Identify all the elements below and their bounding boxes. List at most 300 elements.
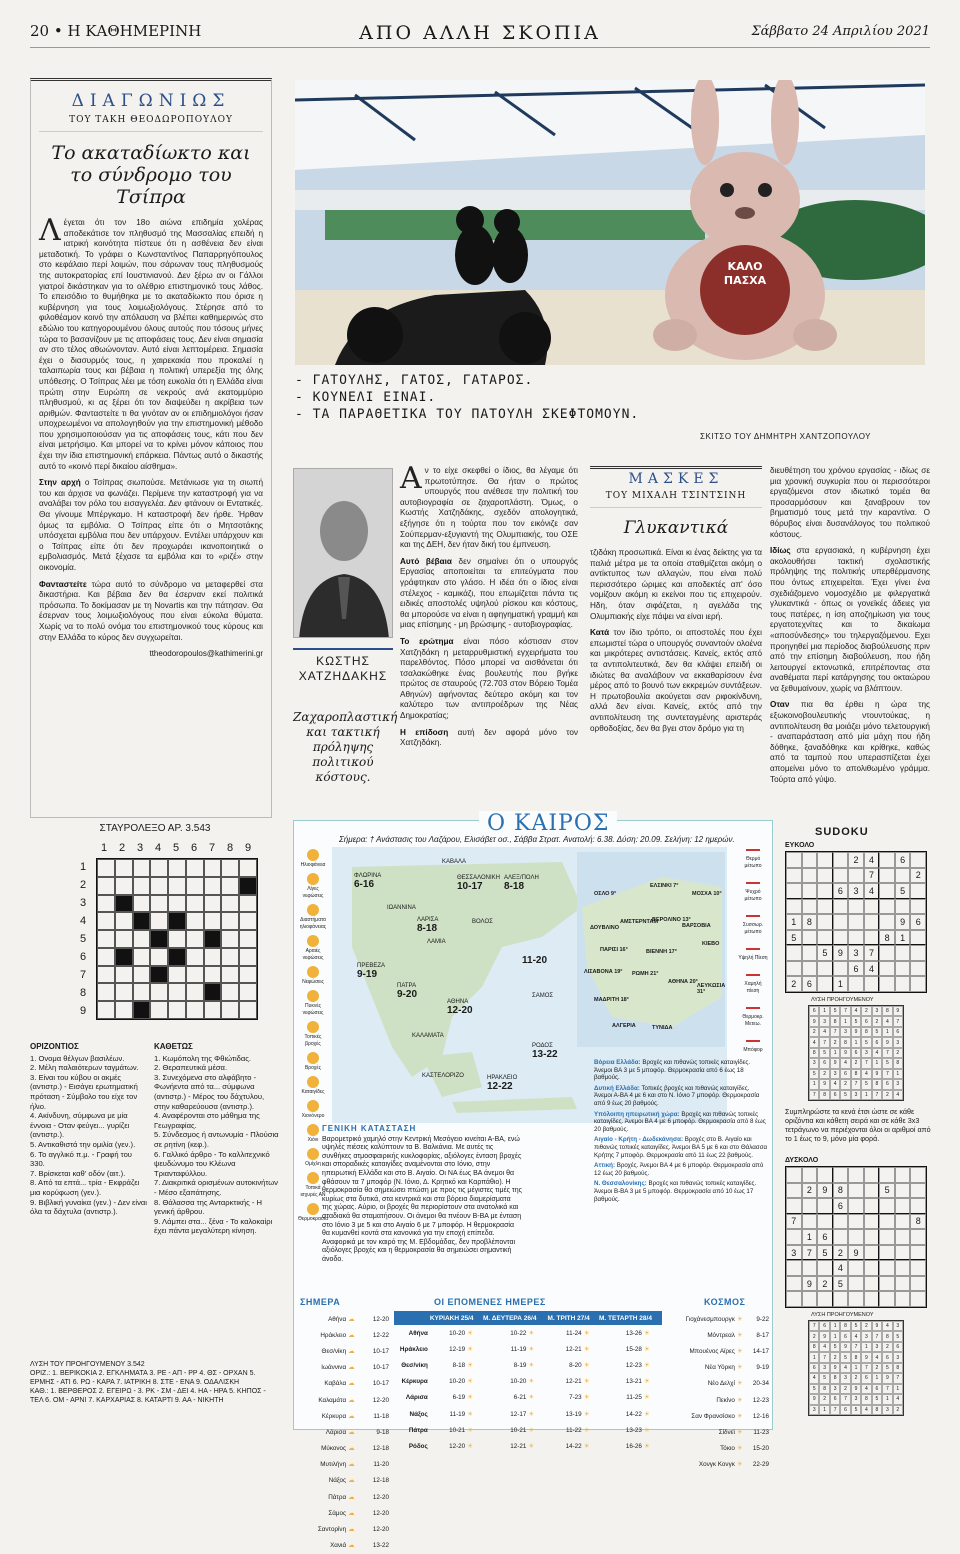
- crossword-cell[interactable]: [239, 912, 257, 930]
- sudoku-cell[interactable]: 3: [848, 883, 864, 899]
- sudoku-cell[interactable]: [817, 961, 833, 977]
- sudoku-cell[interactable]: 9: [802, 1276, 818, 1292]
- sudoku-cell[interactable]: [864, 1291, 880, 1307]
- city-name: Ρόδος: [408, 1442, 428, 1450]
- sudoku-cell[interactable]: [895, 1198, 911, 1214]
- crossword-cell[interactable]: [97, 877, 115, 895]
- column-title: Το ακαταδίωκτο και το σύνδρομο του Τσίπρα: [51, 142, 251, 208]
- sudoku-cell[interactable]: 5: [833, 1276, 849, 1292]
- sudoku-cell[interactable]: [817, 883, 833, 899]
- author-email[interactable]: ttheodoropoulos@kathimerini.gr: [149, 649, 263, 659]
- city-name: ΗΡΑΚΛΕΙΟ: [487, 1075, 518, 1081]
- sudoku-cell[interactable]: 1: [833, 976, 849, 992]
- crossword-cell[interactable]: [239, 1001, 257, 1019]
- sudoku-cell[interactable]: [864, 976, 880, 992]
- sudoku-cell[interactable]: 9: [895, 914, 911, 930]
- sudoku-cell[interactable]: [879, 1198, 895, 1214]
- sudoku-cell[interactable]: [910, 1229, 926, 1245]
- sudoku-cell[interactable]: [786, 852, 802, 868]
- crossword-cell[interactable]: [133, 859, 151, 877]
- city-name: ΡΟΔΟΣ: [532, 1043, 553, 1049]
- sudoku-cell[interactable]: [879, 1229, 895, 1245]
- solution-cell: 7: [893, 1373, 903, 1383]
- sudoku-cell[interactable]: [848, 1276, 864, 1292]
- sudoku-cell[interactable]: [802, 852, 818, 868]
- sudoku-cell[interactable]: [864, 930, 880, 946]
- sudoku-cell[interactable]: [848, 914, 864, 930]
- crossword-grid[interactable]: [96, 858, 258, 1020]
- sudoku-cell[interactable]: [895, 1214, 911, 1230]
- weather-icon: ☀: [736, 1428, 743, 1436]
- solution-cell: 7: [882, 1384, 892, 1394]
- sudoku-cell[interactable]: [848, 1167, 864, 1183]
- solution-cell: 2: [893, 1405, 903, 1415]
- sudoku-cell[interactable]: [910, 1167, 926, 1183]
- sudoku-cell[interactable]: 8: [910, 1214, 926, 1230]
- sudoku-cell[interactable]: [910, 1183, 926, 1199]
- crossword-cell[interactable]: [168, 983, 186, 1001]
- sudoku-cell[interactable]: [879, 914, 895, 930]
- sudoku-cell[interactable]: [895, 868, 911, 884]
- crossword-cell[interactable]: [133, 983, 151, 1001]
- sudoku-cell[interactable]: [802, 1291, 818, 1307]
- solution-cell: 7: [882, 1048, 892, 1058]
- city-name: Νάξος: [328, 1477, 347, 1485]
- sudoku-cell[interactable]: 3: [848, 945, 864, 961]
- sudoku-cell[interactable]: [879, 899, 895, 915]
- temp-range: 11-22: [566, 1426, 582, 1434]
- sudoku-cell[interactable]: [786, 1183, 802, 1199]
- sudoku-cell[interactable]: [895, 1260, 911, 1276]
- crossword-cell[interactable]: [168, 895, 186, 913]
- region-forecast: [594, 1180, 769, 1203]
- sudoku-cell[interactable]: [864, 1214, 880, 1230]
- crossword-cell[interactable]: [204, 859, 222, 877]
- sudoku-cell[interactable]: [848, 976, 864, 992]
- sudoku-cell[interactable]: 1: [895, 930, 911, 946]
- sudoku-cell[interactable]: [848, 1260, 864, 1276]
- weather-icon: ☀: [467, 1410, 473, 1418]
- crossword-cell[interactable]: [186, 948, 204, 966]
- sudoku-cell[interactable]: 7: [864, 945, 880, 961]
- sudoku-cell[interactable]: [833, 899, 849, 915]
- region-name: Δυτική Ελλάδα:: [594, 1084, 640, 1092]
- sudoku-cell[interactable]: [833, 1229, 849, 1245]
- crossword-cell[interactable]: [239, 930, 257, 948]
- sudoku-cell[interactable]: 1: [802, 1229, 818, 1245]
- sudoku-cell[interactable]: [910, 976, 926, 992]
- crossword-cell[interactable]: [97, 948, 115, 966]
- sudoku-cell[interactable]: [786, 1276, 802, 1292]
- sudoku-cell[interactable]: [786, 1229, 802, 1245]
- sudoku-cell[interactable]: [817, 1214, 833, 1230]
- crossword-cell[interactable]: [168, 859, 186, 877]
- crossword-cell[interactable]: [186, 912, 204, 930]
- sudoku-cell[interactable]: [864, 914, 880, 930]
- sudoku-cell[interactable]: 8: [802, 914, 818, 930]
- crossword-cell[interactable]: [221, 948, 239, 966]
- crossword-cell[interactable]: [133, 948, 151, 966]
- sudoku-cell[interactable]: [817, 1291, 833, 1307]
- sudoku-cell[interactable]: 2: [833, 1245, 849, 1261]
- sudoku-cell[interactable]: 6: [833, 883, 849, 899]
- sudoku-cell[interactable]: [864, 1260, 880, 1276]
- sudoku-cell[interactable]: 2: [910, 868, 926, 884]
- sudoku-cell[interactable]: [895, 961, 911, 977]
- weather-icon: ☀: [528, 1345, 534, 1353]
- sudoku-cell[interactable]: [848, 1214, 864, 1230]
- solution-cell: 3: [872, 1342, 882, 1352]
- crossword-cell[interactable]: [97, 983, 115, 1001]
- temp-range: 8-20: [569, 1361, 582, 1369]
- sudoku-cell[interactable]: [864, 1167, 880, 1183]
- sudoku-cell[interactable]: [802, 868, 818, 884]
- sudoku-cell[interactable]: 2: [802, 1183, 818, 1199]
- sudoku-instructions: Συμπληρώστε τα κενά έτσι ώστε σε κάθε οριζόντια και κάθετη σειρά και σε κάθε 3x3 τετράγωνο να περιέχονται όλοι οι αριθμοί από το 1 έως το 9, μόνο μία φορά.: [785, 1107, 931, 1143]
- sudoku-cell[interactable]: [879, 1260, 895, 1276]
- crossword-cell[interactable]: [204, 912, 222, 930]
- sudoku-cell[interactable]: 6: [802, 976, 818, 992]
- sudoku-cell[interactable]: [864, 1198, 880, 1214]
- crossword-cell[interactable]: [115, 930, 133, 948]
- map-city: [354, 873, 381, 890]
- crossword-cell[interactable]: [186, 895, 204, 913]
- sudoku-cell[interactable]: 6: [833, 1198, 849, 1214]
- sudoku-cell[interactable]: 6: [817, 1229, 833, 1245]
- sudoku-cell[interactable]: 7: [802, 1245, 818, 1261]
- legend-item: [298, 935, 328, 962]
- crossword-cell[interactable]: [186, 966, 204, 984]
- page-number: 20 • Η ΚΑΘΗΜΕΡΙΝΗ: [30, 22, 202, 40]
- sudoku-cell[interactable]: [864, 1245, 880, 1261]
- sudoku-cell[interactable]: [802, 930, 818, 946]
- crossword-cell[interactable]: [97, 1001, 115, 1019]
- sudoku-cell[interactable]: [895, 899, 911, 915]
- sudoku-cell[interactable]: [817, 852, 833, 868]
- crossword-cell[interactable]: [221, 912, 239, 930]
- crossword-cell[interactable]: [186, 983, 204, 1001]
- map-city: [442, 859, 466, 865]
- sudoku-cell[interactable]: [879, 976, 895, 992]
- crossword-cell[interactable]: [115, 983, 133, 1001]
- sudoku-cell[interactable]: [786, 899, 802, 915]
- weather-icon: ☀: [528, 1394, 534, 1402]
- solution-cell: 5: [819, 1048, 829, 1058]
- sudoku-cell[interactable]: 6: [910, 914, 926, 930]
- map-city: [357, 963, 385, 980]
- sudoku-cell[interactable]: [802, 1214, 818, 1230]
- sudoku-prev-label: ΛΥΣΗ ΠΡΟΗΓΟΥΜΕΝΟΥ: [811, 997, 874, 1003]
- sudoku-cell[interactable]: 5: [786, 930, 802, 946]
- sudoku-cell[interactable]: [786, 1167, 802, 1183]
- sudoku-cell[interactable]: [786, 1291, 802, 1307]
- sudoku-cell[interactable]: [895, 1291, 911, 1307]
- sudoku-cell[interactable]: [833, 852, 849, 868]
- sudoku-cell[interactable]: [786, 883, 802, 899]
- sudoku-cell[interactable]: [817, 1198, 833, 1214]
- crossword-cell[interactable]: [239, 983, 257, 1001]
- crossword-cell[interactable]: [97, 895, 115, 913]
- crossword-cell[interactable]: [204, 877, 222, 895]
- sudoku-cell[interactable]: [848, 1198, 864, 1214]
- sudoku-cell[interactable]: [848, 930, 864, 946]
- sudoku-cell[interactable]: [802, 961, 818, 977]
- paragraph-text: είναι πόσο κόστισαν στον Χατζηδάκη η μεταρρυθμιστική εγχειρήματα του παρελθόντος. Πόσο μπορεί να αισθάνεται ότι τσαλακώθηκε ένας βουλευτής που βγήκε πρώτος σε σταυρούς (72.703 στον Βόρειο Τομέα Αθηνών) αφήνοντας δεύτερο ακόμη και τον καλύτερο των αντιπροέδρων της Νέας Δημοκρατίας;: [400, 636, 578, 721]
- weather-icon: ☀: [643, 1378, 650, 1386]
- lead-in: Αυτό βέβαια: [400, 556, 452, 566]
- crossword-cell[interactable]: [133, 877, 151, 895]
- across-heading: ΟΡΙΖΟΝΤΙΟΣ: [30, 1042, 79, 1051]
- temp-range: 13-23: [625, 1426, 642, 1434]
- sudoku-cell[interactable]: [833, 1291, 849, 1307]
- crossword-cell[interactable]: [168, 966, 186, 984]
- sudoku-cell[interactable]: [879, 1291, 895, 1307]
- sudoku-cell[interactable]: 9: [817, 1183, 833, 1199]
- sudoku-cell[interactable]: 2: [817, 1276, 833, 1292]
- sudoku-cell[interactable]: [879, 945, 895, 961]
- crossword-cell[interactable]: [204, 895, 222, 913]
- crossword-cell[interactable]: [115, 877, 133, 895]
- sudoku-cell[interactable]: [833, 1214, 849, 1230]
- crossword-cell[interactable]: [221, 1001, 239, 1019]
- sudoku-cell[interactable]: [833, 930, 849, 946]
- solution-cell: 5: [861, 1079, 871, 1089]
- crossword-cell[interactable]: [115, 912, 133, 930]
- sudoku-cell[interactable]: [833, 868, 849, 884]
- crossword-cell[interactable]: [221, 983, 239, 1001]
- sudoku-cell[interactable]: [910, 1260, 926, 1276]
- sudoku-cell[interactable]: [802, 1198, 818, 1214]
- crossword-cell[interactable]: [204, 948, 222, 966]
- city-name: Νέα Υόρκη: [704, 1364, 735, 1372]
- sudoku-cell[interactable]: 5: [817, 1245, 833, 1261]
- crossword-cell[interactable]: [150, 912, 168, 930]
- crossword-cell[interactable]: [239, 966, 257, 984]
- sudoku-cell[interactable]: [817, 930, 833, 946]
- crossword-cell[interactable]: [115, 966, 133, 984]
- diagonios-column: [30, 78, 272, 818]
- sudoku-cell[interactable]: [786, 1198, 802, 1214]
- sudoku-cell[interactable]: [895, 1183, 911, 1199]
- crossword-cell[interactable]: [239, 895, 257, 913]
- crossword-cell[interactable]: [150, 895, 168, 913]
- crossword-cell[interactable]: [186, 877, 204, 895]
- crossword-cell[interactable]: [133, 895, 151, 913]
- weather-icon: ☁: [348, 1347, 355, 1355]
- crossword-cell[interactable]: [150, 948, 168, 966]
- sudoku-cell[interactable]: [817, 976, 833, 992]
- sudoku-cell[interactable]: [895, 945, 911, 961]
- sudoku-cell[interactable]: [802, 945, 818, 961]
- crossword-cell[interactable]: [204, 966, 222, 984]
- sudoku-cell[interactable]: [817, 1260, 833, 1276]
- sudoku-cell[interactable]: [895, 976, 911, 992]
- sudoku-cell[interactable]: [817, 868, 833, 884]
- sudoku-cell[interactable]: [817, 899, 833, 915]
- sudoku-cell[interactable]: 6: [895, 852, 911, 868]
- sudoku-cell[interactable]: 2: [786, 976, 802, 992]
- weather-icon: ☀: [467, 1442, 473, 1450]
- sudoku-cell[interactable]: [786, 1260, 802, 1276]
- crossword-cell[interactable]: [221, 930, 239, 948]
- sudoku-cell[interactable]: 4: [833, 1260, 849, 1276]
- crossword-cell[interactable]: [115, 859, 133, 877]
- sudoku-cell[interactable]: [910, 852, 926, 868]
- sudoku-cell[interactable]: 5: [895, 883, 911, 899]
- sudoku-cell[interactable]: [817, 914, 833, 930]
- sudoku-cell[interactable]: [895, 1245, 911, 1261]
- crossword-cell[interactable]: [221, 877, 239, 895]
- sudoku-cell[interactable]: 4: [864, 883, 880, 899]
- world-row: [668, 1457, 770, 1473]
- sudoku-hard-grid[interactable]: [785, 1166, 927, 1308]
- crossword-cell[interactable]: [221, 966, 239, 984]
- legend-label: Ηλιοφάνεια: [300, 862, 326, 868]
- sudoku-cell[interactable]: [802, 1260, 818, 1276]
- cartoon-sign: [715, 260, 775, 288]
- sudoku-cell[interactable]: 5: [879, 1183, 895, 1199]
- sudoku-cell[interactable]: [879, 1167, 895, 1183]
- legend-item: [738, 974, 768, 995]
- sudoku-cell[interactable]: 5: [817, 945, 833, 961]
- sudoku-cell[interactable]: [895, 1229, 911, 1245]
- sudoku-cell[interactable]: [802, 899, 818, 915]
- sudoku-cell[interactable]: [910, 883, 926, 899]
- sudoku-cell[interactable]: 8: [879, 930, 895, 946]
- solution-cell: 9: [830, 1363, 840, 1373]
- sudoku-cell[interactable]: [910, 1291, 926, 1307]
- legend-item: [738, 1040, 768, 1054]
- solution-cell: 1: [893, 1384, 903, 1394]
- sudoku-cell[interactable]: [864, 1276, 880, 1292]
- crossword-cell[interactable]: [150, 983, 168, 1001]
- crossword-cell[interactable]: [204, 1001, 222, 1019]
- sudoku-cell[interactable]: 7: [864, 868, 880, 884]
- sudoku-cell[interactable]: [848, 899, 864, 915]
- sudoku-cell[interactable]: 4: [864, 961, 880, 977]
- sudoku-cell[interactable]: [802, 1167, 818, 1183]
- sudoku-cell[interactable]: [848, 1291, 864, 1307]
- row-number: 6: [80, 951, 87, 963]
- temp-range: 13-26: [625, 1329, 642, 1337]
- crossword-cell[interactable]: [97, 930, 115, 948]
- sudoku-cell[interactable]: [879, 868, 895, 884]
- solution-cell: 1: [851, 1037, 861, 1047]
- sudoku-cell[interactable]: 9: [848, 1245, 864, 1261]
- solution-cell: 2: [882, 1342, 892, 1352]
- sudoku-cell[interactable]: 4: [864, 852, 880, 868]
- crossword-cell[interactable]: [133, 930, 151, 948]
- sudoku-cell[interactable]: [879, 1245, 895, 1261]
- row-number: 2: [80, 879, 87, 891]
- sudoku-cell[interactable]: [879, 961, 895, 977]
- crossword-cell[interactable]: [133, 966, 151, 984]
- temp-range: 9-18: [376, 1428, 389, 1436]
- sudoku-cell[interactable]: [786, 945, 802, 961]
- sudoku-cell[interactable]: 6: [848, 961, 864, 977]
- sudoku-cell[interactable]: [910, 930, 926, 946]
- sudoku-cell[interactable]: [833, 961, 849, 977]
- sudoku-cell[interactable]: [833, 914, 849, 930]
- solution-cell: 4: [872, 1352, 882, 1362]
- crossword-cell[interactable]: [168, 1001, 186, 1019]
- crossword-cell[interactable]: [97, 966, 115, 984]
- sudoku-cell[interactable]: 8: [833, 1183, 849, 1199]
- solution-cell: 1: [872, 1373, 882, 1383]
- solution-cell: 4: [893, 1090, 903, 1100]
- sudoku-cell[interactable]: [910, 945, 926, 961]
- solution-cell: 3: [830, 1384, 840, 1394]
- crossword-cell[interactable]: [115, 1001, 133, 1019]
- sudoku-cell[interactable]: [879, 883, 895, 899]
- sudoku-cell[interactable]: [786, 868, 802, 884]
- sudoku-cell[interactable]: [864, 899, 880, 915]
- sudoku-cell[interactable]: [817, 1167, 833, 1183]
- weather-icon: ☁: [348, 1428, 355, 1436]
- sudoku-cell[interactable]: [879, 852, 895, 868]
- sudoku-cell[interactable]: [879, 1214, 895, 1230]
- sudoku-cell[interactable]: [864, 1229, 880, 1245]
- crossword-cell[interactable]: [186, 930, 204, 948]
- crossword-cell[interactable]: [97, 912, 115, 930]
- sudoku-cell[interactable]: [786, 961, 802, 977]
- sudoku-cell[interactable]: [879, 1276, 895, 1292]
- sudoku-cell[interactable]: [833, 1167, 849, 1183]
- crossword-cell[interactable]: [239, 859, 257, 877]
- sudoku-cell[interactable]: [848, 1229, 864, 1245]
- solution-cell: 5: [830, 1342, 840, 1352]
- sudoku-cell[interactable]: 2: [848, 852, 864, 868]
- temp-range: 12-21: [565, 1345, 582, 1353]
- sudoku-cell[interactable]: [864, 1183, 880, 1199]
- crossword-cell[interactable]: [168, 930, 186, 948]
- solution-cell: 6: [872, 1037, 882, 1047]
- region-name: Βόρεια Ελλάδα:: [594, 1059, 641, 1066]
- sudoku-cell[interactable]: 9: [833, 945, 849, 961]
- sudoku-cell[interactable]: [910, 1276, 926, 1292]
- crossword-cell[interactable]: [150, 877, 168, 895]
- sudoku-cell[interactable]: [910, 1198, 926, 1214]
- crossword-cell[interactable]: [97, 859, 115, 877]
- weather-icon: ☀: [583, 1394, 590, 1402]
- sudoku-cell[interactable]: [848, 868, 864, 884]
- crossword-cell[interactable]: [221, 895, 239, 913]
- sudoku-cell[interactable]: 7: [786, 1214, 802, 1230]
- sudoku-cell[interactable]: 3: [786, 1245, 802, 1261]
- crossword-cell[interactable]: [168, 877, 186, 895]
- sudoku-easy-grid[interactable]: [785, 851, 927, 993]
- city-temp: 9-19: [357, 969, 378, 980]
- sudoku-cell[interactable]: [895, 1167, 911, 1183]
- crossword-cell[interactable]: [150, 1001, 168, 1019]
- weather-icon: [307, 1100, 319, 1112]
- sudoku-cell[interactable]: [910, 961, 926, 977]
- sudoku-cell[interactable]: [802, 883, 818, 899]
- crossword-cell[interactable]: [150, 859, 168, 877]
- crossword-cell[interactable]: [186, 1001, 204, 1019]
- crossword-cell[interactable]: [221, 859, 239, 877]
- sudoku-cell[interactable]: [910, 899, 926, 915]
- sudoku-cell[interactable]: [910, 1245, 926, 1261]
- solution-cell: 2: [861, 1006, 871, 1016]
- sudoku-cell[interactable]: [895, 1276, 911, 1292]
- crossword-cell[interactable]: [186, 859, 204, 877]
- crossword-cell[interactable]: [239, 948, 257, 966]
- sudoku-cell[interactable]: [848, 1183, 864, 1199]
- weather-icon: ☀: [643, 1442, 650, 1450]
- temp-range: 15-20: [752, 1445, 769, 1453]
- sudoku-cell[interactable]: 1: [786, 914, 802, 930]
